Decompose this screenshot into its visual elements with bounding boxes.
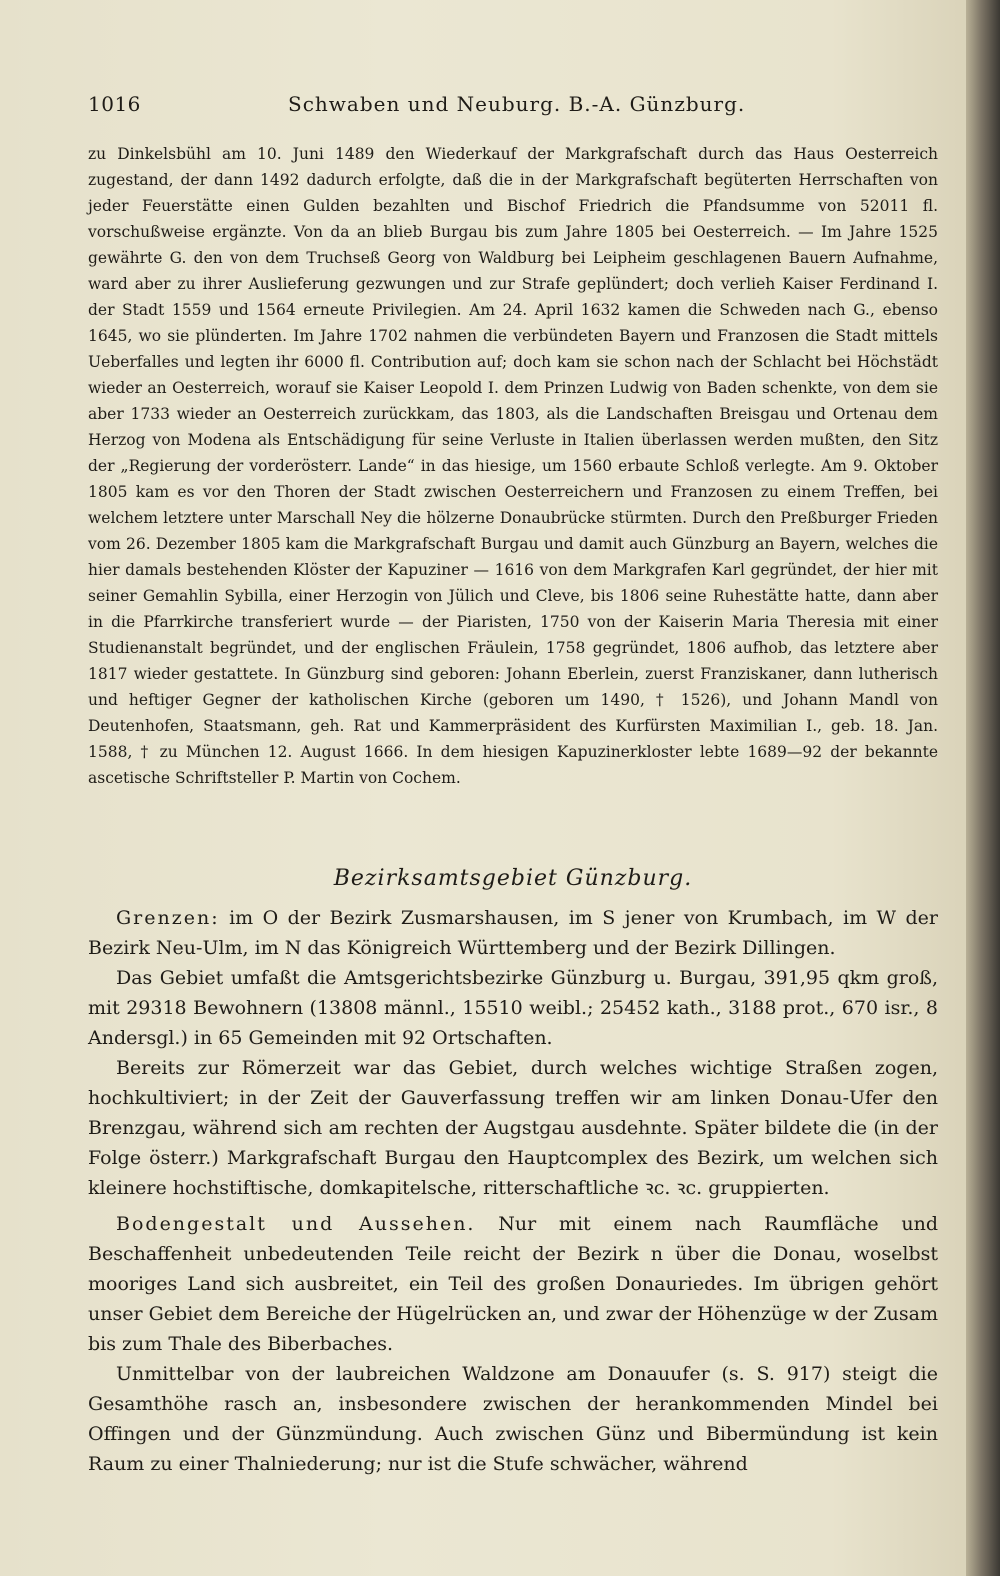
borders-text: im O der Bezirk Zusmarshausen, im S jener von Krumbach, im W der Bezirk Neu-Ulm, im N das Königreich Württemberg und der Bezirk Dillingen.: [88, 907, 938, 959]
section-heading: Bezirksamtsgebiet Günzburg.: [333, 866, 693, 891]
running-head: Schwaben und Neuburg. B.-A. Günzburg.: [288, 92, 746, 116]
area-paragraph: Das Gebiet umfaßt die Amtsgerichtsbezirke Günzburg u. Burgau, 391,95 qkm groß, mit 29318 Bewohnern (13808 männl., 15510 weibl.; 25452 kath., 3188 prot., 670 isr., 8 Andersgl.) in 65 Gemeinden mit 92 Ortschaften.: [88, 967, 938, 1049]
district-description: [88, 903, 938, 1479]
borders-paragraph: [88, 903, 938, 963]
page-header: [88, 92, 934, 122]
page-number: 1016: [88, 92, 141, 116]
terrain-paragraph: [88, 1209, 938, 1359]
page-edge-shadow: [966, 0, 1000, 1576]
elevation-paragraph: Unmittelbar von der laubreichen Waldzone am Donauufer (s. S. 917) steigt die Gesamthöhe rasch an, insbesondere zwischen der herankommenden Mindel bei Offingen und der Günzmündung. Auch zwischen Günz und Bibermündung ist kein Raum zu einer Thalniederung; nur ist die Stufe schwächer, während: [88, 1363, 938, 1475]
terrain-lead: Bodengestalt und Aussehen.: [116, 1213, 476, 1235]
roman-era-paragraph: Bereits zur Römerzeit war das Gebiet, durch welches wichtige Straßen zogen, hochkultiviert; in der Zeit der Gauverfassung treffen wir am linken Donau-Ufer den Brenzgau, während sich am rechten der Augstgau ausdehnte. Später bildete die (in der Folge österr.) Markgrafschaft Burgau den Hauptcomplex des Bezirk, um welchen sich kleinere hochstiftische, domkapitelsche, ritterschaftliche ꝛc. ꝛc. gruppierten.: [88, 1057, 938, 1199]
history-paragraph: zu Dinkelsbühl am 10. Juni 1489 den Wiederkauf der Markgrafschaft durch das Haus Oesterreich zugestand, der dann 1492 dadurch erfolgte, daß die in der Markgrafschaft begüterten Herrschaften von jeder Feuerstätte einen Gulden bezahlten und Bischof Friedrich die Pfandsumme von 52011 fl. vorschußweise ergänzte. Von da an blieb Burgau bis zum Jahre 1805 bei Oesterreich. — Im Jahre 1525 gewährte G. den von dem Truchseß Georg von Waldburg bei Leipheim geschlagenen Bauern Aufnahme, ward aber zu ihrer Auslieferung gezwungen und zur Strafe geplündert; doch verlieh Kaiser Ferdinand I. der Stadt 1559 und 1564 erneute Privilegien. Am 24. April 1632 kamen die Schweden nach G., ebenso 1645, wo sie plünderten. Im Jahre 1702 nahmen die verbündeten Bayern und Franzosen die Stadt mittels Ueberfalles und legten ihr 6000 fl. Contribution auf; doch kam sie schon nach der Schlacht bei Höchstädt wieder an Oesterreich, worauf sie Kaiser Leopold I. dem Prinzen Ludwig von Baden schenkte, von dem sie aber 1733 wieder an Oesterreich zurückkam, das 1803, als die Landschaften Breisgau und Ortenau dem Herzog von Modena als Entschädigung für seine Verluste in Italien überlassen werden mußten, den Sitz der „Regierung der vorderösterr. Lande“ in das hiesige, um 1560 erbaute Schloß verlegte. Am 9. Oktober 1805 kam es vor den Thoren der Stadt zwischen Oesterreichern und Franzosen zu einem Treffen, bei welchem letztere unter Marschall Ney die hölzerne Donaubrücke stürmten. Durch den Preßburger Frieden vom 26. Dezember 1805 kam die Markgrafschaft Burgau und damit auch Günzburg an Bayern, welches die hier damals bestehenden Klöster der Kapuziner — 1616 von dem Markgrafen Karl gegründet, der hier mit seiner Gemahlin Sybilla, einer Herzogin von Jülich und Cleve, bis 1806 seine Ruhestätte hatte, dann aber in die Pfarrkirche transferiert wurde — der Piaristen, 1750 von der Kaiserin Maria Theresia mit einer Studienanstalt begründet, und der englischen Fräulein, 1758 gegründet, 1806 aufhob, das letztere aber 1817 wieder gestattete. In Günzburg sind geboren: Johann Eberlein, zuerst Franziskaner, dann lutherisch und heftiger Gegner der katholischen Kirche (geboren um 1490, † 1526), und Johann Mandl von Deutenhofen, Staatsmann, geh. Rat und Kammerpräsident des Kurfürsten Maximilian I., geb. 18. Jan. 1588, † zu München 12. August 1666. In dem hiesigen Kapuzinerkloster lebte 1689—92 der bekannte ascetische Schriftsteller P. Martin von Cochem.: [88, 145, 938, 787]
terrain-text: Nur mit einem nach Raumfläche und Beschaffenheit unbedeutenden Teile reicht der Bezirk n über die Donau, woselbst mooriges Land sich ausbreitet, ein Teil des großen Donauriedes. Im übrigen gehört unser Gebiet dem Bereiche der Hügelrücken an, und zwar der Höhenzüge w der Zusam bis zum Thale des Biberbaches.: [88, 1213, 938, 1355]
borders-lead: Grenzen:: [116, 907, 220, 929]
